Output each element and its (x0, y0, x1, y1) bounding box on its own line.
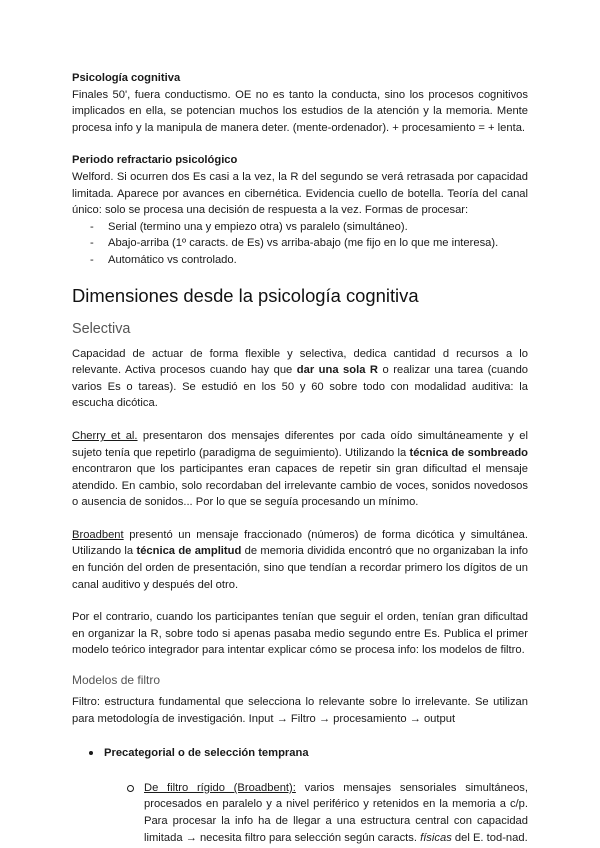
section-title-periodo-refractario: Periodo refractario psicológico (72, 154, 238, 167)
bold-text: dar una sola R (296, 364, 379, 377)
paragraph-periodo-refractario: Welford. Si ocurren dos Es casi a la vez, la R del segundo se verá retrasada por capacidad limitada. Aparece por avances en cibernética. Evidencia cuello de botella. Teoría del canal único: solo se procesa una decisión de respuesta a la vez. Formas de procesar: (72, 170, 528, 217)
document-page (72, 70, 528, 846)
paragraph-psicologia-cognitiva: Finales 50', fuera conductismo. OE no es tanto la conducta, sino los procesos cognitivos implicados en ella, se potencian muchos los estudios de la atención y la memoria. Mente procesa info y la manipula de manera deter. (mente-ordenador). + procesamiento = + lenta. (72, 88, 528, 134)
sub-bullet-filtro-rigido: De filtro rígido (Broadbent): varios mensajes sensoriales simultáneos, procesados en paralelo y a nivel periférico y retenidos en la memoria a c/p. Para procesar la info ha de llegar a una estructura central con capacidad limitada → necesita filtro para selección según caracts. físicas del E. tod-nad. (72, 780, 528, 846)
paragraph-selectiva-intro: Capacidad de actuar de forma flexible y selectiva, dedica cantidad d recursos a lo relevante. Activa procesos cuando hay que dar una sola R o realizar una tarea (cuando varios Es o tareas). Se estudió en los 50 y 60 sobre todo con modalidad auditiva: la escucha dicótica. (72, 347, 529, 410)
paragraph-contrario: Por el contrario, cuando los participantes tenían que seguir el orden, tenían gran dificultad en organizar la R, sobre todo si apenas pasaba medio segundo entre Es. Publica el primer modelo teórico integrador para intentar explicar cómo se procesa info: los modelos de filtro. (72, 611, 528, 657)
circle-bullet-icon (127, 785, 134, 792)
heading-selectiva: Selectiva (72, 320, 131, 337)
list-item: - Serial (termino una y empiezo otra) vs paralelo (simultáneo). (72, 219, 528, 236)
bold-text: técnica de sombreado (409, 446, 528, 459)
list-item: - Automático vs controlado. (72, 252, 528, 269)
processing-forms-list (72, 219, 528, 269)
bullet-precategorial: Precategorial o de selección temprana (72, 745, 528, 762)
broadbent-link[interactable]: Broadbent (72, 528, 124, 541)
heading-modelos-filtro: Modelos de filtro (72, 673, 161, 688)
paragraph-cherry: Cherry et al. presentaron dos mensajes diferentes por cada oído simultáneamente y el sujeto tenía que repetirlo (paradigma de seguimiento). Utilizando la técnica de sombreado encontraron que los participantes eran capaces de repetir sin gran dificultad el mensaje atendido. En cambio, solo recordaban del irrelevante cambio de voces, sonidos novedosos o ausencia de sonidos... Por lo que se seguía procesando un mínimo. (72, 429, 528, 509)
section-title-psicologia-cognitiva: Psicología cognitiva (72, 72, 181, 84)
paragraph-broadbent: Broadbent presentó un mensaje fraccionado (números) de forma dicótica y simultánea. Utilizando la técnica de amplitud de memoria dividida encontró que no organizaban la info en función del orden de presentación, sino que tendían a recordar primero los dígitos de un canal auditivo y después del otro. (72, 528, 528, 591)
heading-dimensiones: Dimensiones desde la psicología cognitiva (72, 284, 419, 306)
filtro-rigido-link[interactable]: De filtro rígido (Broadbent): (144, 781, 296, 794)
paragraph-filtro: Filtro: estructura fundamental que selecciona lo relevante sobre lo irrelevante. Se utilizan para metodología de investigación. Input → Filtro → procesamiento → output (72, 696, 528, 725)
list-item: - Abajo-arriba (1º caracts. de Es) vs arriba-abajo (me fijo en lo que me interesa). (72, 235, 528, 252)
cherry-link[interactable]: Cherry et al. (72, 429, 138, 442)
bold-text: técnica de amplitud (136, 545, 242, 558)
